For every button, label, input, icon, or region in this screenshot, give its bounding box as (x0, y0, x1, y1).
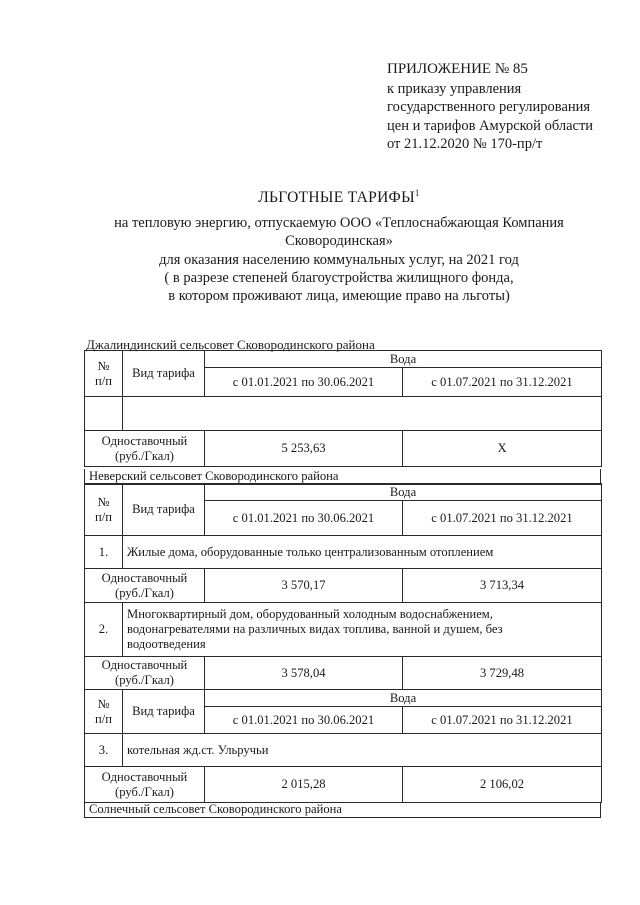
rate-label: Одноставочный (руб./Гкал) (85, 657, 205, 690)
title-text: ЛЬГОТНЫЕ ТАРИФЫ (258, 189, 415, 206)
section-caption-row-solnechny (84, 802, 601, 818)
row-num: 3. (85, 734, 123, 767)
header-period-2: с 01.07.2021 по 31.12.2021 (403, 501, 602, 536)
section-caption-dzhalinda: Джалиндинский сельсовет Сковородинского района (86, 337, 375, 352)
header-period-1: с 01.01.2021 по 30.06.2021 (205, 501, 403, 536)
row-num: 2. (85, 603, 123, 657)
appendix-block (387, 60, 593, 154)
empty-num-cell (85, 397, 123, 431)
rate-value-period-1: 5 253,63 (205, 431, 403, 467)
row-num: 1. (85, 536, 123, 569)
header-water: Вода (205, 484, 602, 501)
rate-value-period-2: X (403, 431, 602, 467)
header-water: Вода (205, 351, 602, 368)
subtitle-line: Сковородинская» (285, 233, 393, 250)
tariff-table-dzhalinda (84, 350, 602, 467)
row-desc: Жилые дома, оборудованные только централизованным отоплением (123, 536, 602, 569)
page-title (80, 188, 598, 207)
row-desc: Многоквартирный дом, оборудованный холодным водоснабжением, водонагревателями на различных видах топлива, ванной и душем, без водоотведения (123, 603, 602, 657)
rate-value-period-2: 3 713,34 (403, 569, 602, 603)
header-period-2: с 01.07.2021 по 31.12.2021 (403, 368, 602, 397)
header-tariff-type: Вид тарифа (123, 484, 205, 536)
header-num: № п/п (85, 690, 123, 734)
rate-label: Одноставочный (руб./Гкал) (85, 431, 205, 467)
header-num: № п/п (85, 484, 123, 536)
subtitle-block (80, 214, 598, 305)
section-caption-solnechny: Солнечный сельсовет Сковородинского района (85, 802, 601, 817)
header-num: № п/п (85, 351, 123, 397)
tariff-table-ulruchi (84, 689, 602, 803)
header-tariff-type: Вид тарифа (123, 690, 205, 734)
subtitle-line: на тепловую энергию, отпускаемую ООО «Теплоснабжающая Компания (114, 215, 564, 231)
appendix-line: от 21.12.2020 № 170-пр/т (387, 136, 543, 152)
tariff-table-nevers (84, 483, 602, 690)
row-desc: котельная жд.ст. Ульручьи (123, 734, 602, 767)
header-tariff-type: Вид тарифа (123, 351, 205, 397)
appendix-line: государственного регулирования (387, 99, 591, 115)
header-period-1: с 01.01.2021 по 30.06.2021 (205, 368, 403, 397)
rate-value-period-2: 2 106,02 (403, 767, 602, 803)
appendix-line: к приказу управления (387, 80, 522, 97)
rate-value-period-2: 3 729,48 (403, 657, 602, 690)
subtitle-line: для оказания населению коммунальных услуг, на 2021 год (159, 251, 519, 268)
appendix-line: цен и тарифов Амурской области (387, 117, 594, 134)
subtitle-line: ( в разрезе степеней благоустройства жилищного фонда, (164, 269, 514, 286)
footnote-mark: 1 (414, 188, 420, 198)
appendix-title: ПРИЛОЖЕНИЕ № 85 (387, 61, 528, 77)
header-period-2: с 01.07.2021 по 31.12.2021 (403, 707, 602, 734)
rate-label: Одноставочный (руб./Гкал) (85, 569, 205, 603)
empty-desc-cell (123, 397, 602, 431)
rate-value-period-1: 2 015,28 (205, 767, 403, 803)
rate-value-period-1: 3 570,17 (205, 569, 403, 603)
subtitle-line: в котором проживают лица, имеющие право на льготы) (168, 288, 510, 305)
rate-label: Одноставочный (руб./Гкал) (85, 767, 205, 803)
section-caption-nevers: Неверский сельсовет Сковородинского района (85, 469, 601, 484)
rate-value-period-1: 3 578,04 (205, 657, 403, 690)
header-water: Вода (205, 690, 602, 707)
header-period-1: с 01.01.2021 по 30.06.2021 (205, 707, 403, 734)
